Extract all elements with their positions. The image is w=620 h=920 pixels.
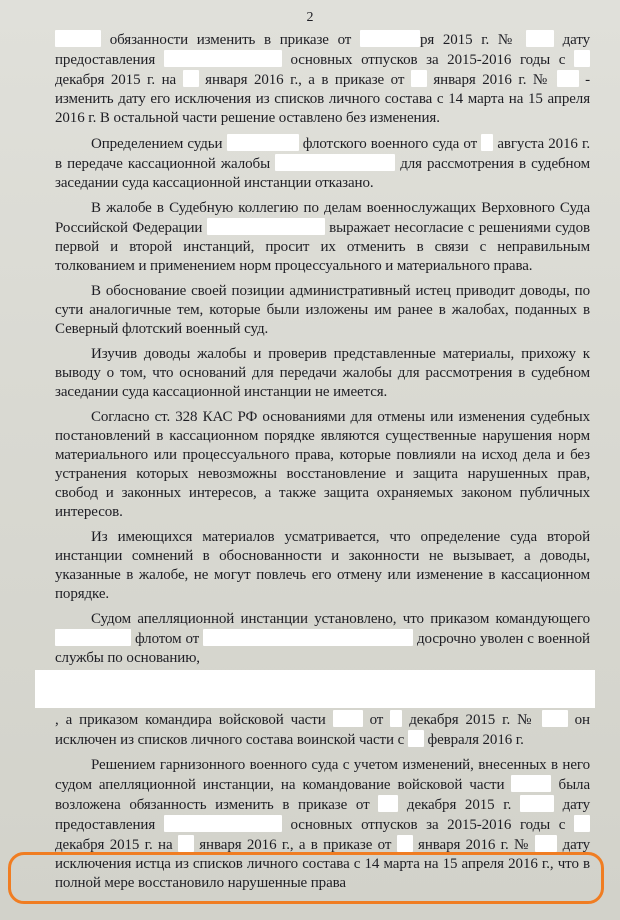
text-run: флотом от [131,631,204,647]
text-run: Изучив доводы жалобы и проверив представленные материалы, прихожу к выводу о том, что оснований для передачи жалобы для рассмотрения в судебном заседании суда кассационной инстанции не имеется. [55,346,590,400]
paragraph-8 [55,610,590,750]
text-run: дату предоставления [55,797,590,833]
text-run: , а приказом командира войсковой части [55,712,333,728]
redaction-box [55,629,131,646]
text-run: января 2016 г. № [426,72,557,88]
redaction-box [520,795,554,812]
text-run: выражает несогласие с решениями судов первой и второй инстанций, просит их отменить в связи с неправильным толкованием и применением норм процессуального и материального права. [55,220,591,274]
paragraph-5 [55,345,590,402]
text-run: досрочно уволен с военной службы по основанию, [55,631,590,666]
redaction-box [535,835,557,852]
text-run: от [362,712,391,728]
redaction-box [378,795,398,812]
paragraph-1 [55,30,590,128]
text-run: для рассмотрения в судебном заседании суда кассационной инстанции отказано. [55,156,590,191]
text-run: В жалобе в Судебную коллегию по делам военнослужащих Верховного Суда Российской Федерации [55,200,590,236]
text-run: января 2016 г., а в приказе от [193,837,397,853]
paragraph-7 [55,528,590,604]
text-run: января 2016 г. № [412,837,536,853]
text-run: основных отпусков за 2015-2016 годы с [281,52,575,68]
text-run: Из имеющихся материалов усматривается, что определение суда второй инстанции сомнений в обоснованности и законности не вызывает, а доводы, указанные в жалобе, не могут повлечь его отмену или изменение в кассационном порядке. [55,529,590,602]
text-run: Решением гарнизонного военного суда с учетом изменений, внесенных в него судом апелляционной инстанции, на командование войсковой части [55,757,590,793]
redaction-box [164,50,282,67]
redaction-box [183,70,199,87]
text-run: декабря 2015 г. № [402,712,542,728]
redaction-box [574,50,590,67]
redaction-box [542,710,568,727]
redaction-block [35,670,595,708]
paragraph-6 [55,408,590,522]
redaction-box [227,134,299,151]
redaction-box [390,710,402,727]
paragraph-3 [55,199,590,276]
text-run: ря 2015 г. № [419,32,526,48]
text-run: декабря 2015 г. на [55,72,183,88]
redaction-box [408,730,424,747]
text-run: января 2016 г., а в приказе от [198,72,411,88]
redaction-box [511,775,551,792]
redaction-box [203,629,413,646]
text-run: Судом апелляционной инстанции установлено, что приказом командующего [91,611,590,627]
text-run: В обоснование своей позиции административный истец приводит доводы, по сути аналогичные тем, которые были изложены им ранее в жалобах, поданных в Северный флотский военный суд. [55,283,590,337]
redaction-box [526,30,554,47]
redaction-box [574,815,590,832]
text-run: февраля 2016 г. [423,732,524,748]
paragraph-2 [55,134,590,193]
text-run: обязанности изменить в приказе от [101,32,360,48]
highlight-annotation [8,852,604,904]
text-run: флотского военного суда от [298,136,482,152]
redaction-box [397,835,413,852]
redaction-box [207,218,325,235]
paragraph-4 [55,282,590,339]
redaction-box [481,134,493,151]
text-run: была возложена обязанность изменить в приказе от [55,777,591,813]
document-body [55,30,590,899]
redaction-box [55,30,101,47]
text-run: декабря 2015 г. [398,797,520,813]
redaction-box [411,70,427,87]
text-run: декабря 2015 г. на [55,837,178,853]
text-run: Согласно ст. 328 КАС РФ основаниями для отмены или изменения судебных постановлений в кассационном порядке являются существенные нарушения норм материального или процессуального права, которые повлияли на исход дела и без устранения которых невозможны восстановление и защита нарушенных прав, свобод и законных интересов, а также защита охраняемых законом публичных интересов. [55,409,590,520]
text-run: Определением судьи [91,136,227,152]
redaction-box [178,835,194,852]
text-run: основных отпусков за 2015-2016 годы с [281,817,575,833]
redaction-box [333,710,363,727]
text-run: он исключен из списков личного состава воинской части с [55,712,590,748]
text-run: дату предоставления [55,32,590,68]
redaction-box [164,815,282,832]
text-run: дату исключения истца из списков личного состава с 14 марта на 15 апреля 2016 г., что в полной мере восстановило нарушенные права [55,837,591,891]
redaction-box [275,154,395,171]
text-run: августа 2016 г. в передаче кассационной жалобы [55,136,590,172]
redaction-box [360,30,420,47]
text-run: - изменить дату его исключения из списков личного состава с 14 марта на 15 апреля 2016 г. В остальной части решение оставлено без изменения. [55,72,590,126]
page-number: 2 [306,10,314,25]
redaction-box [557,70,579,87]
